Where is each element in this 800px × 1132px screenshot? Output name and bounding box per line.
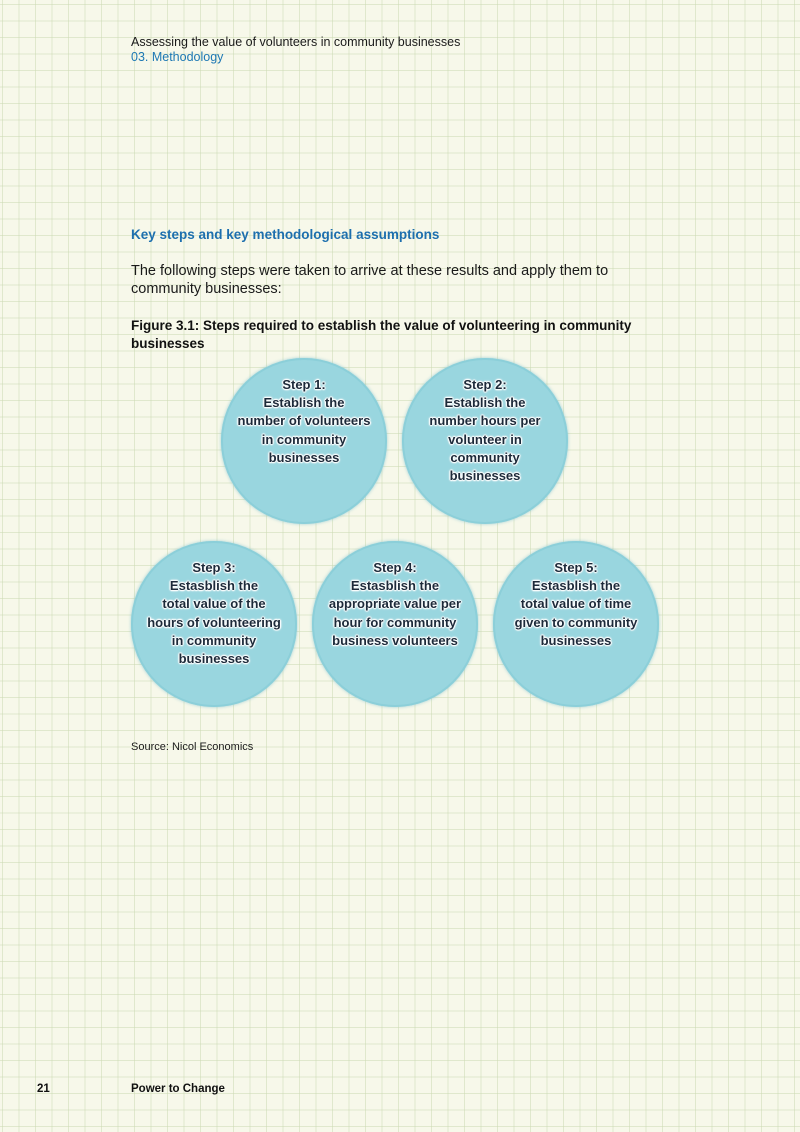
step-5-title: Step 5: (554, 560, 598, 575)
step-4-line: appropriate value per (328, 596, 462, 612)
section-heading: Key steps and key methodological assumptions (131, 227, 440, 242)
step-3-line: total value of the (162, 596, 266, 612)
step-1-title: Step 1: (282, 377, 326, 392)
step-4-line: hour for community (333, 614, 457, 630)
step-5-line: total value of time (520, 596, 632, 612)
step-3-text (139, 559, 289, 668)
step-2-line: volunteer in (448, 431, 522, 447)
step-1-circle (221, 358, 387, 524)
step-2-title: Step 2: (463, 377, 507, 392)
step-4-line: business volunteers (332, 632, 458, 648)
step-3-line: in community (171, 632, 257, 648)
step-5-circle (493, 541, 659, 707)
step-2-text (410, 376, 560, 485)
step-5-line: Estasblish the (531, 578, 621, 594)
step-1-line: businesses (268, 449, 340, 465)
step-3-line: Estasblish the (169, 578, 259, 594)
step-2-circle (402, 358, 568, 524)
step-3-title: Step 3: (192, 560, 236, 575)
step-5-line: businesses (540, 632, 612, 648)
step-1-line: number of volunteers (237, 413, 371, 429)
page-number: 21 (37, 1083, 50, 1095)
step-3-circle (131, 541, 297, 707)
step-1-line: in community (261, 431, 347, 447)
step-3-line: businesses (178, 651, 250, 667)
step-5-line: given to community (514, 614, 638, 630)
step-3-line: hours of volunteering (147, 614, 281, 630)
step-4-text (320, 559, 470, 650)
step-4-line: Estasblish the (350, 578, 440, 594)
step-1-text (229, 376, 379, 467)
figure-source: Source: Nicol Economics (131, 741, 254, 753)
step-2-line: Establish the (444, 395, 526, 411)
step-5-text (501, 559, 651, 650)
section-label: 03. Methodology (131, 50, 224, 64)
step-4-circle (312, 541, 478, 707)
step-1-line: Establish the (263, 395, 345, 411)
step-4-title: Step 4: (373, 560, 417, 575)
document-title: Assessing the value of volunteers in community businesses (131, 35, 461, 49)
intro-paragraph: The following steps were taken to arrive at these results and apply them to community businesses: (131, 263, 609, 297)
step-2-line: community (450, 449, 520, 465)
step-2-line: businesses (449, 468, 521, 484)
step-2-line: number hours per (429, 413, 541, 429)
footer-organisation: Power to Change (131, 1083, 225, 1095)
running-header (131, 35, 460, 65)
figure-caption: Figure 3.1: Steps required to establish the value of volunteering in community businesses (131, 318, 632, 351)
